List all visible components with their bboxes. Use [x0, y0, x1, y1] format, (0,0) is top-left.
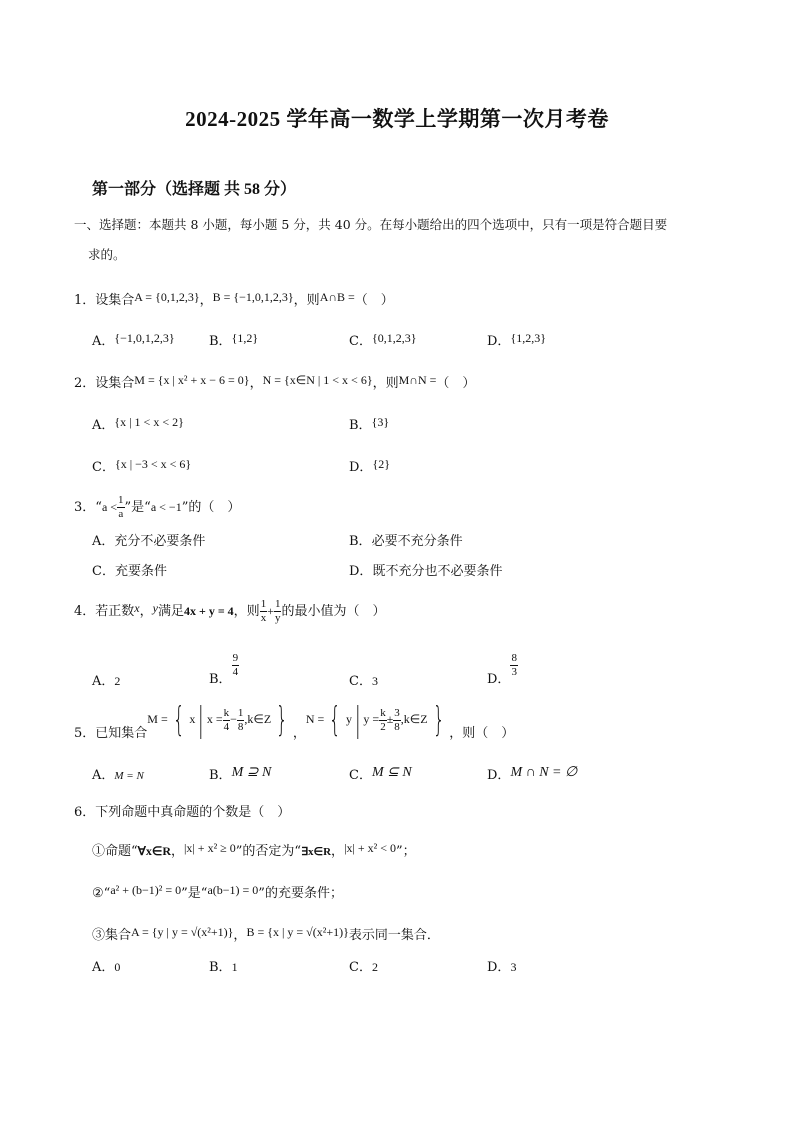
question-number: 3．: [74, 500, 96, 515]
option-label: C．: [349, 768, 372, 783]
var-y: y: [152, 601, 158, 615]
right-brace: }: [276, 700, 288, 740]
option-text: 必要不充分条件: [371, 534, 463, 549]
option-text: 充分不必要条件: [114, 534, 206, 549]
left-brace: {: [329, 700, 342, 740]
statement-math: B = {x | y = √(x²+1)}: [246, 925, 349, 939]
option-label: D．: [487, 960, 511, 975]
condition: a < −1: [150, 500, 182, 514]
fraction-one-over-a: [117, 494, 125, 521]
statement-math: ∃x∈R: [301, 846, 332, 858]
question-lead: 设集合: [95, 376, 135, 391]
bar: |: [354, 700, 361, 740]
set-m-domain: ,k∈Z: [244, 712, 272, 726]
q1-option-a: [92, 330, 175, 349]
question-ask: ，则: [372, 376, 399, 391]
set-m-var: x: [189, 712, 196, 726]
denominator: 3: [511, 666, 517, 678]
set-m-rule: x =: [206, 712, 223, 726]
fraction-3-over-8: [393, 707, 401, 734]
section-instructions-line2: 求的。: [88, 247, 126, 262]
set-n-lhs: N =: [305, 712, 325, 726]
statement-text: ”的否定为“: [235, 844, 302, 859]
question-number: 2．: [74, 376, 96, 391]
numerator: 1: [237, 706, 244, 719]
statement-text: ②“: [92, 886, 111, 901]
answer-paren: （ ）: [354, 293, 394, 308]
plus-minus-sign: ±: [386, 712, 394, 726]
option-text: 2: [371, 960, 378, 974]
option-label: B．: [209, 672, 232, 687]
option-text: {2}: [372, 457, 390, 471]
question-number: 1．: [74, 293, 96, 308]
option-text: 1: [231, 960, 238, 974]
option-label: D．: [349, 460, 373, 475]
q4-option-a: [92, 670, 120, 689]
fraction-k-over-2: [379, 707, 387, 734]
statement-math: a² + (b−1)² = 0: [110, 883, 182, 897]
q4-option-b: [209, 652, 239, 687]
statement-math: |x| + x² < 0: [344, 841, 396, 855]
denominator: y: [274, 612, 281, 624]
option-text: 3: [371, 674, 378, 688]
set-n-definition: [305, 700, 449, 740]
option-label: A．: [92, 674, 115, 689]
set-m-definition: [147, 700, 293, 740]
question-lead: 已知集合: [95, 726, 148, 741]
option-text: {1,2}: [231, 331, 259, 345]
option-text: {0,1,2,3}: [371, 331, 417, 345]
expression: M∩N =: [398, 373, 437, 387]
numerator: 1: [118, 494, 124, 506]
plus-sign: +: [267, 604, 274, 618]
right-brace: }: [432, 700, 445, 740]
option-label: D．: [487, 768, 511, 783]
statement-text: ”是“: [181, 886, 208, 901]
question-tail: ”的（ ）: [181, 500, 241, 515]
statement-math: |x| + x² ≥ 0: [184, 841, 236, 855]
option-label: B．: [209, 334, 232, 349]
denominator: 2: [380, 720, 386, 733]
q6-statement-1: [92, 840, 416, 859]
q5-option-d: [487, 764, 577, 783]
separator: ，: [199, 293, 213, 308]
q3-option-c: [92, 560, 167, 579]
question-3: [74, 494, 240, 521]
denominator: x: [260, 612, 267, 624]
option-label: C．: [349, 960, 372, 975]
q2-option-c: [92, 456, 191, 475]
set-n-var: y: [345, 712, 352, 726]
denominator: 8: [394, 720, 400, 733]
var-x: x: [134, 601, 140, 615]
question-6: [74, 801, 290, 820]
set-m-lhs: M =: [147, 712, 168, 726]
option-text: {1,2,3}: [510, 331, 546, 345]
option-text: M ⊆ N: [371, 765, 412, 780]
q5-option-a: [92, 764, 144, 783]
option-text: {x | 1 < x < 2}: [114, 415, 184, 429]
option-label: A．: [92, 418, 115, 433]
left-brace: {: [172, 700, 185, 740]
q2-option-a: [92, 414, 184, 433]
statement-math: A = {y | y = √(x²+1)}: [131, 925, 234, 939]
option-label: C．: [349, 334, 372, 349]
q1-option-b: [209, 330, 258, 349]
set-n-rule: y =: [363, 712, 380, 726]
option-text: 0: [114, 960, 121, 974]
bar: |: [197, 700, 205, 740]
q3-option-b: [349, 530, 463, 549]
numerator: 1: [274, 598, 281, 610]
option-text: M ∩ N = ∅: [510, 765, 578, 780]
q6-statement-2: [92, 882, 343, 901]
option-label: B．: [209, 960, 232, 975]
question-tail: ，则（ ）: [449, 726, 515, 741]
q6-option-b: [209, 956, 238, 975]
question-word: 满足: [157, 604, 184, 619]
q4-option-c: [349, 670, 378, 689]
fraction-eight-thirds: [510, 652, 518, 679]
separator: ，: [249, 376, 263, 391]
q1-option-c: [349, 330, 416, 349]
question-2: [74, 372, 475, 391]
quote-open: “: [95, 500, 102, 515]
question-1: [74, 289, 394, 308]
statement-text: ，: [331, 844, 345, 859]
set-b: B = {−1,0,1,2,3}: [212, 290, 294, 304]
numerator: 9: [232, 652, 239, 664]
q5-option-c: [349, 764, 412, 783]
statement-text: ”；: [396, 844, 416, 859]
fraction-nine-quarters: [232, 652, 240, 679]
statement-text: ”的充要条件；: [258, 886, 343, 901]
question-lead: 若正数: [95, 604, 135, 619]
question-number: 5．: [74, 726, 96, 741]
q2-option-d: [349, 456, 390, 475]
denominator: 8: [237, 720, 244, 733]
option-text: 既不充分也不必要条件: [372, 564, 503, 579]
option-label: A．: [92, 534, 115, 549]
option-label: D．: [349, 564, 373, 579]
question-number: 6．: [74, 805, 96, 820]
q1-option-d: [487, 330, 546, 349]
denominator: 4: [232, 666, 239, 678]
denominator: a: [118, 508, 124, 520]
statement-text: 表示同一集合．: [348, 928, 440, 943]
statement-text: ，: [170, 844, 184, 859]
question-lead: 设集合: [95, 293, 135, 308]
q6-option-a: [92, 956, 120, 975]
option-text: 2: [114, 674, 121, 688]
q6-statement-3: [92, 924, 440, 943]
q4-option-d: [487, 652, 518, 687]
statement-math: ∀x∈R: [137, 844, 171, 858]
numerator: k: [223, 706, 230, 719]
question-number: 4．: [74, 604, 96, 619]
option-text: {x | −3 < x < 6}: [114, 457, 192, 471]
statement-text: ③集合: [92, 928, 132, 943]
option-label: D．: [487, 334, 511, 349]
set-n-domain: ,k∈Z: [400, 712, 428, 726]
option-label: A．: [92, 960, 115, 975]
quote-mid: ”是“: [124, 500, 151, 515]
option-label: D．: [487, 672, 511, 687]
option-text: M = N: [114, 770, 144, 782]
expression: A∩B =: [319, 290, 355, 304]
option-label: C．: [92, 564, 115, 579]
option-text: {−1,0,1,2,3}: [114, 331, 175, 345]
question-text: 下列命题中真命题的个数是（ ）: [95, 805, 291, 820]
option-text: M ⊇ N: [231, 765, 272, 780]
numerator: 3: [394, 706, 400, 719]
statement-text: ①命题“: [92, 844, 138, 859]
separator: ，: [292, 726, 306, 741]
question-ask: ，则: [293, 293, 320, 308]
fraction-k-over-4: [223, 707, 231, 734]
numerator: 1: [260, 598, 267, 610]
separator: ，: [139, 604, 153, 619]
option-label: C．: [92, 460, 115, 475]
denominator: 4: [223, 720, 230, 733]
question-4: [74, 598, 385, 625]
numerator: k: [380, 706, 386, 719]
option-text: 充要条件: [114, 564, 167, 579]
set-m: M = {x | x² + x − 6 = 0}: [134, 373, 250, 387]
exam-title: 2024-2025 学年高一数学上学期第一次月考卷: [185, 107, 609, 131]
q3-option-d: [349, 560, 502, 579]
option-text: {3}: [371, 415, 390, 429]
q6-option-c: [349, 956, 378, 975]
set-n: N = {x∈N | 1 < x < 6}: [262, 373, 373, 387]
constraint: 4x + y = 4: [183, 604, 234, 618]
minus-sign: −: [230, 712, 237, 726]
answer-paren: （ ）: [436, 376, 476, 391]
q5-option-b: [209, 764, 271, 783]
numerator: 8: [511, 652, 517, 664]
option-label: B．: [209, 768, 232, 783]
option-text: 3: [510, 960, 517, 974]
inequality-lhs: a <: [101, 500, 118, 514]
statement-text: ，: [233, 928, 247, 943]
question-5: [74, 700, 514, 744]
statement-math: a(b−1) = 0: [207, 883, 259, 897]
question-word: ，则: [233, 604, 260, 619]
question-tail: 的最小值为（ ）: [281, 604, 386, 619]
set-a: A = {0,1,2,3}: [134, 290, 200, 304]
q6-option-d: [487, 956, 516, 975]
option-label: B．: [349, 418, 372, 433]
option-label: A．: [92, 334, 115, 349]
q3-option-a: [92, 530, 205, 549]
q2-option-b: [349, 414, 389, 433]
part-heading: 第一部分（选择题 共 58 分）: [92, 181, 297, 198]
section-instructions-line1: 一、选择题：本题共 8 小题，每小题 5 分，共 40 分。在每小题给出的四个选项中，只有一项是符合题目要: [74, 217, 668, 232]
option-label: B．: [349, 534, 372, 549]
option-label: A．: [92, 768, 115, 783]
option-label: C．: [349, 674, 372, 689]
